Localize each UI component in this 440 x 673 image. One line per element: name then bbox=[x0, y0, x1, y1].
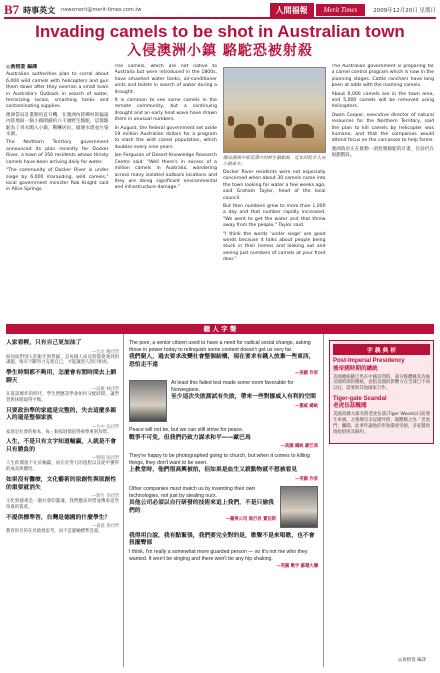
item-title: 不提供標準答，台灣是德國的什麼學生？ bbox=[6, 514, 111, 521]
quote-item bbox=[129, 340, 318, 376]
speaker-portrait bbox=[129, 380, 167, 422]
famous-quotes-column bbox=[124, 327, 324, 667]
vocab-term-cn: 老虎伍茲醜聞 bbox=[333, 403, 367, 410]
list-item bbox=[6, 340, 119, 366]
quote-en: The poor, a senior citizen used to have a need for radical social change, asking those in power today to relinquish some content doesn't get us very far. bbox=[129, 340, 311, 353]
item-author: —高雄 林同學 bbox=[91, 387, 119, 393]
newspaper-logo-en: Merit Times bbox=[316, 4, 366, 16]
vocab-entry bbox=[333, 396, 430, 436]
quote-cn: 至少這次失敗測試有失敗，帶來一些對挪威人有利的空間 bbox=[171, 394, 316, 401]
quote-item bbox=[129, 427, 318, 449]
paragraph: Australian authorities plan to corral about 6,000 wild camels with helicopters and gun them down after they overran a small town in Australia's Outback in search of water, terrorizing locals, smashing tanks and contaminating supplies. bbox=[6, 72, 109, 110]
vocabulary-box bbox=[329, 340, 434, 444]
vocab-body: 美國高爾夫球名將老虎伍茲(Tiger Woods)日前發生車禍，之後爆出多起婚外情，媒體稱之為「老虎門」醜聞，此事件讓他的形象嚴重受損，多家贊助商紛紛與其解約。 bbox=[333, 412, 430, 435]
list-item bbox=[6, 477, 119, 511]
paragraph: But then numbers grew to more than 1,000 a day and that number rapidly increased. "We went to get the water and that threw away from the people," Taylor said. bbox=[223, 204, 326, 229]
paragraph: Owen Cooper, executive director of natural resources for the Northern Territory, said the plan to kill camels by helicopter was humane, and that the companies would attend focus on the carcasses to help farms. bbox=[331, 112, 434, 144]
item-body: 文化與藝術是一個社會的靈魂，我們應該珍惜並傳承這些珍貴的資產。 bbox=[6, 499, 119, 510]
item-title: 學生時間都不夠用，怎麼會有閒時間去上網聊天 bbox=[6, 370, 117, 384]
item-body: 家庭是社會的根本，每一個家庭都值得被尊重與珍惜。 bbox=[6, 429, 112, 435]
item-title: 人生，不是只有文字知道輸贏，人就是不會只有勝負的 bbox=[6, 439, 117, 453]
item-author: —台北 陳同學 bbox=[91, 349, 119, 355]
quote-cn: 上教堂時，他們很高興被拍，但如果是血生又殺動物就不想被看見 bbox=[129, 467, 298, 474]
quote-item bbox=[129, 453, 318, 482]
item-author: —台中 吳同學 bbox=[91, 424, 119, 430]
article-column-4 bbox=[332, 64, 435, 320]
masthead bbox=[4, 3, 436, 19]
paragraph: 澳洲政府正在推動一項控制駱駝的計畫，目前仍在規劃階段。 bbox=[331, 146, 434, 159]
item-body: 教育的目的在於啟發思考，而不是灌輸標準答案。 bbox=[6, 529, 103, 535]
camel-photo bbox=[223, 67, 326, 153]
paragraph: "The community of Docker River is under siege by 6,000 marauding, wild camels," local government minister Rob Knight said in Alice Springs. bbox=[6, 168, 109, 193]
article-column-1 bbox=[6, 64, 109, 320]
vocab-entry bbox=[333, 358, 430, 392]
paragraph: It is common to see some camels in the remote community, but a continuing drought and an early heat wave have drawn them in unusual numbers. bbox=[114, 98, 217, 123]
article-column-3 bbox=[223, 64, 326, 320]
section-banner: 聽 人 字 聲 bbox=[6, 324, 434, 334]
list-item bbox=[6, 408, 119, 436]
section-email: newsmerit@merit-times.com.tw bbox=[61, 7, 142, 13]
quote-item bbox=[129, 486, 318, 528]
vocabulary-title: 字 義 典 析 bbox=[333, 344, 430, 355]
paragraph: About 6,000 camels are in the town area, and 5,000 camels will be removed using helicopters. bbox=[331, 91, 434, 110]
quote-en: Other companies must match us by inventing their own technologies, not just by stealing ours. bbox=[129, 485, 256, 499]
paragraph: 澳洲當局計畫動用直升機，在澳洲內陸鄉村的偏遠內陸地區一個小鎮圍捕約六千頭野生駱駝，這群駱駝為了尋水闖入小鎮，驚嚇居民、破壞水塔並污染水源。 bbox=[6, 112, 109, 138]
quote-cn: 我得坦白說，我有點緊張，我們要完全對的是，歌聲不是來唱歌，也不會扭擺臀部 bbox=[129, 532, 315, 547]
speaker-portrait bbox=[280, 486, 318, 528]
student-voices-column bbox=[6, 327, 124, 667]
section-name: 時事英文 bbox=[23, 5, 56, 15]
item-author: —新竹 李同學 bbox=[91, 494, 119, 500]
vocab-term-en: Tiger-gate Scandal bbox=[333, 395, 387, 402]
item-body: 在資訊爆炸的時代，學生們應該學會如何分配時間，讓學習與休閒取得平衡。 bbox=[6, 392, 119, 403]
list-item bbox=[6, 370, 119, 404]
paragraph: The Australian government is preparing for a camel control program which is now in the planning stages. Cattle ranchers have long been at odds with the roaming camels. bbox=[331, 64, 434, 89]
quote-en: I think, I'm really a somewhat more guarded person — so it's not me who they wanted. It won't be singing and there won't be any hip shaking. bbox=[129, 548, 308, 562]
page-number: B7 bbox=[4, 2, 20, 17]
article-body bbox=[6, 64, 434, 320]
headline-cn: 入侵澳洲小鎮 駱駝恐被射殺 bbox=[127, 43, 313, 59]
paragraph: Docker River residents were not especially concerned when about 30 camels came into the town looking for water a few weeks ago, said Graham Taylor, head of the local council. bbox=[223, 170, 326, 201]
paragraph: Jan Ferguson of Desert Knowledge Research Centre said: "Well there's in excess of a million camels in Australia, wandering across many isolated outback locations and they are doing significant environmental and infrastructure damage." bbox=[114, 153, 217, 191]
quote-speaker: —英國 歌手 蘇珊大嬸 bbox=[276, 564, 318, 570]
quote-en: At least this failed test made some room favorable for Norwegians. bbox=[171, 380, 294, 393]
vocab-term-en: Post-Imperial Presidency bbox=[333, 358, 405, 364]
item-title: 只要政治準的家庭是完整的，失去這麼多親人的還是整個家族 bbox=[6, 407, 117, 422]
quote-speaker: —美國 總統 歐巴馬 bbox=[280, 444, 318, 450]
footer-byline: ◎黃榕菱 編譯 bbox=[398, 658, 426, 663]
vocab-body: 美國總統歐巴馬在中國訪問時，部分媒體稱其為後帝國時期的總統，意指美國的影響力在全球已不如以往，需要與其他國家合作。 bbox=[333, 374, 430, 392]
headline bbox=[6, 22, 434, 60]
item-body: 如何面對別人的眼光與質疑，是每個人成長時都會遇到的課題。唯有不斷努力充實自己，才能讓別人刮目相看。 bbox=[6, 354, 119, 366]
quote-item bbox=[129, 380, 318, 422]
quote-en: Peace will not be, but we can still strive for peace. bbox=[129, 427, 244, 434]
quote-cn: 我們窮人，過去要求改變社會整個結構，現在要求有錢人放棄一些東西，恐怕走不遠 bbox=[129, 354, 315, 368]
item-title: 如果沒有醫療，文化藝術的原創性與原創性的重要就消失 bbox=[6, 477, 117, 491]
quote-speaker: —美國 作家 bbox=[295, 371, 318, 377]
quote-speaker: —英國 作家 bbox=[295, 476, 318, 482]
quote-item bbox=[129, 533, 318, 569]
paragraph: In August, the federal government set aside 19 million Australian dollars for a program to slash the wild camel population, which doubles every nine years. bbox=[114, 125, 217, 150]
camel-figure bbox=[234, 124, 256, 138]
list-item bbox=[6, 439, 119, 473]
item-body: 人生的價值不在於輸贏，而在於努力的過程以及從中獲得的成長與體悟。 bbox=[6, 461, 119, 473]
quote-cn: 戰爭不可免，但我們仍致力謀求和平——歐巴馬 bbox=[129, 434, 251, 441]
newspaper-logo: 人間福報 bbox=[270, 3, 314, 18]
paragraph: "I think the words 'under siege' are good words because it talks about people being stuck in their homes and looking out and seeing just numbers of camels at your front door." bbox=[223, 231, 326, 263]
quote-speaker: —蘋果公司 執行長 賈伯斯 bbox=[225, 517, 276, 523]
item-title: 人家看輕，只有自己更加油了 bbox=[6, 340, 82, 346]
quote-en: They're happy to be photographed going to church, but when it comes to killing things, they don't want to be seen. bbox=[129, 453, 310, 466]
item-author: —桃園 張同學 bbox=[91, 456, 119, 462]
byline: ◎黃榕菱 編譯 bbox=[6, 64, 38, 70]
paragraph: The Northern Territory government announced its plan recently for Docker River, a town of 350 residents whose thirsty camels have been arriving daily for water. bbox=[6, 140, 109, 165]
quotes-section bbox=[6, 324, 434, 667]
quote-speaker: —挪威 總統 bbox=[295, 403, 318, 409]
item-author: —嘉義 黃同學 bbox=[91, 524, 119, 530]
article-column-2 bbox=[115, 64, 218, 320]
vocab-term-cn: 後帝國時期的總統 bbox=[333, 365, 378, 372]
camel-figure bbox=[264, 124, 286, 138]
camel-figure bbox=[292, 124, 314, 138]
quote-cn: 其他公司必須以自行研發的技術來追上我們，不是只偷我們的 bbox=[129, 500, 274, 514]
list-item bbox=[6, 515, 119, 535]
issue-date: 2009年12月20日 星期日 bbox=[373, 8, 436, 14]
photo-caption: 圖為澳洲中部荒漠中的野生駱駝群，近年因乾旱入侵小鎮尋水。 bbox=[223, 156, 326, 167]
vocabulary-column bbox=[324, 327, 434, 667]
headline-en: Invading camels to be shot in Australian town bbox=[35, 22, 405, 41]
paragraph: The camels, which are not native to Australia but were introduced in the 1800s, have smashed water tanks, air-conditioner units and toilets in search of water during a drought. bbox=[114, 64, 217, 95]
